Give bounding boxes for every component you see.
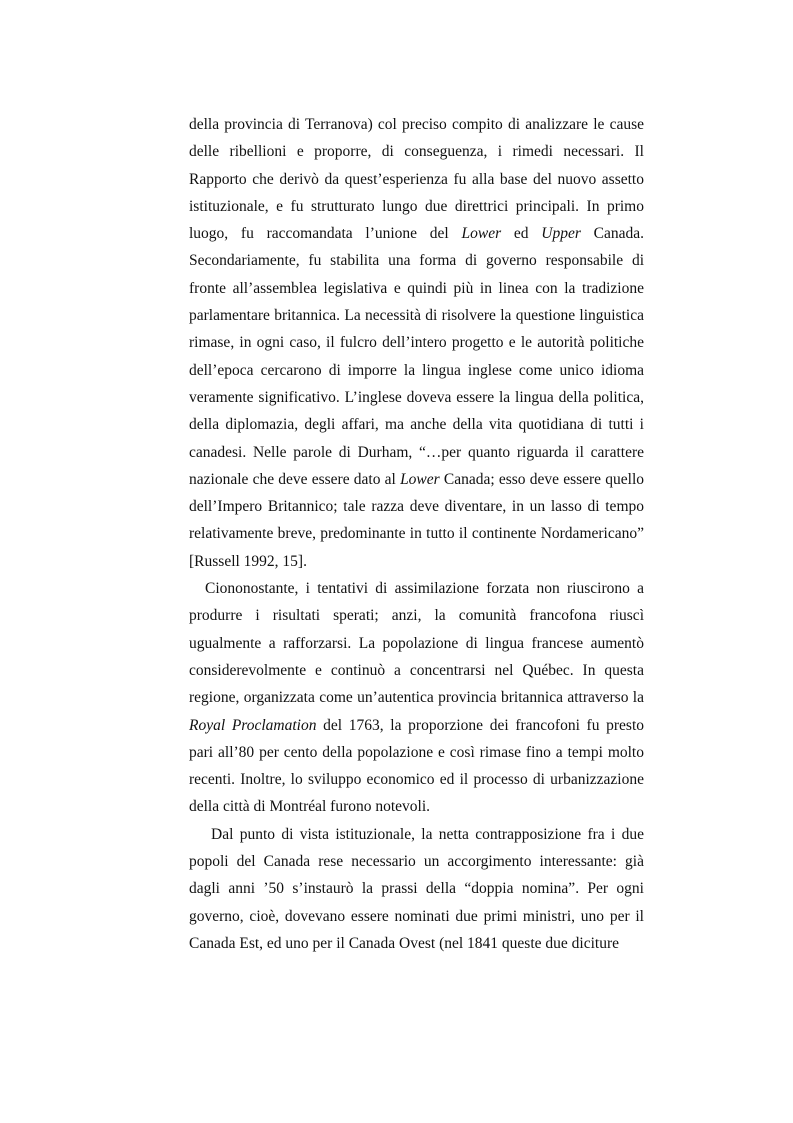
text-segment: della provincia di Terranova) col preciso compito di analizzare le cause delle ribellioni e proporre, di conseguenza, i rimedi necessari. Il Rapporto che derivò da quest’esperienza fu alla base del nuovo assetto istituzionale, e fu strutturato lungo due direttrici principali. In primo luogo, fu raccomandata l’unione del — [189, 116, 644, 243]
text-segment: Canada; esso deve essere quello dell’Impero Britannico; tale razza deve diventare, in un lasso di tempo relativamente breve, predominante in tutto il continente Nordamericano” [Russell 1992, 15]. — [189, 470, 645, 570]
italic-term: Lower — [400, 470, 440, 488]
italic-term: Royal Proclamation — [189, 716, 317, 734]
text-segment: ed — [501, 225, 542, 243]
document-page — [189, 111, 644, 957]
italic-term: Lower — [461, 225, 502, 243]
paragraph-2 — [189, 575, 644, 821]
paragraph-3 — [189, 821, 644, 957]
italic-term: Upper — [541, 225, 581, 243]
text-segment: Canada. Secondariamente, fu stabilita una forma di governo responsabile di fronte all’assemblea legislativa e quindi più in linea con la tradizione parlamentare britannica. La necessità di risolvere la questione linguistica rimase, in ogni caso, il fulcro dell’intero progetto e le autorità politiche dell’epoca cercarono di imporre la lingua inglese come unico idioma veramente significativo. L’inglese doveva essere la lingua della politica, della diplomazia, degli affari, ma anche della vita quotidiana di tutti i canadesi. Nelle parole di Durham, “…per quanto riguarda il carattere nazionale che deve essere dato al — [189, 225, 644, 488]
text-segment: Ciononostante, i tentativi di assimilazione forzata non riuscirono a produrre i risultati sperati; anzi, la comunità francofona riuscì ugualmente a rafforzarsi. La popolazione di lingua francese aumentò considerevolmente e continuò a concentrarsi nel Québec. In questa regione, organizzata come un’autentica provincia britannica attraverso la — [189, 580, 644, 707]
paragraph-1 — [189, 111, 644, 575]
text-segment: Dal punto di vista istituzionale, la netta contrapposizione fra i due popoli del Canada rese necessario un accorgimento interessante: già dagli anni ’50 s’instaurò la prassi della “doppia nomina”. Per ogni governo, cioè, dovevano essere nominati due primi ministri, uno per il Canada Est, ed uno per il Canada Ovest (nel 1841 queste due diciture — [189, 825, 644, 952]
text-segment: del 1763, la proporzione dei francofoni fu presto pari all’80 per cento della popolazione e così rimase fino a tempi molto recenti. Inoltre, lo sviluppo economico ed il processo di urbanizzazione della città di Montréal furono notevoli. — [189, 716, 644, 816]
